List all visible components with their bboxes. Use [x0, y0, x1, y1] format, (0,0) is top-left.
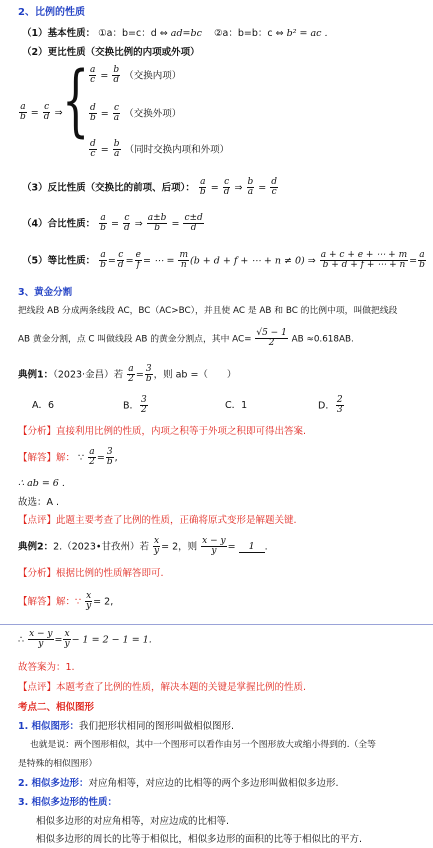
- basic-property-d: b² = ac .: [286, 28, 328, 39]
- basic-property-line: [22, 28, 328, 40]
- branch-note: （交换外项）: [124, 108, 182, 120]
- example-1-question: 典例1：（2023·金昌）若 $\frac{a}{2}$ = $\frac{3}{b}$ ，则 ab =（ ）: [18, 364, 237, 385]
- example-2-step: ∴ $\frac{x - y}{y}$ = $\frac{x}{y}$ − 1 = 2 − 1 = 1.: [18, 629, 152, 650]
- example-2-question: 典例2：2.（2023•甘孜州）若 $\frac{x}{y}$ = 2，则 $\frac{x - y}{y}$ = 1 .: [18, 536, 268, 557]
- example-1-analysis: 【分析】直接利用比例的性质，内项之积等于外项之积即可得出答案.: [18, 426, 307, 437]
- branch-note: （交换内项）: [124, 70, 182, 82]
- alternate-branch-3: $\frac{d}{c}$ = $\frac{b}{a}$ （同时交换内项和外项）: [90, 139, 230, 160]
- similar-figures-note-1: 也就是说：两个图形相似，其中一个图形可以看作由另一个图形放大或缩小得到的.（全等: [30, 740, 376, 750]
- example-1-option-c: C．1: [225, 400, 248, 411]
- implies-arrow-icon: ⇒: [307, 255, 316, 267]
- section-title-similar-figures: 考点二、相似图形: [18, 702, 95, 713]
- example-1-option-a: A．6: [32, 400, 55, 411]
- similar-figures-item-3-text-2: 相似多边形的周长的比等于相似比，相似多边形的面积的比等于相似比的平方.: [36, 834, 363, 845]
- example-1-option-d: D． $\frac{2}{3}$: [318, 395, 343, 416]
- similar-figures-item-3-label: 3. 相似多边形的性质：: [18, 797, 118, 808]
- similar-figures-note-2: 是特殊的相似图形）: [18, 759, 98, 769]
- example-1-option-b: B． $\frac{3}{2}$: [123, 395, 147, 416]
- implies-arrow-icon: ⇒: [54, 107, 63, 119]
- section-title-golden-section: 3、黄金分割: [18, 287, 73, 298]
- example-2-solution: 【解答】解：∵ $\frac{x}{y}$ = 2,: [18, 591, 114, 612]
- example-1-result: ∴ ab = 6 .: [18, 478, 65, 489]
- alternate-branch-1: $\frac{a}{c}$ = $\frac{b}{d}$ （交换内项）: [90, 65, 182, 86]
- similar-figures-item-3-text-1: 相似多边形的对应角相等，对应边成的比相等.: [36, 816, 230, 827]
- basic-property-c: ②a：b=b：c: [213, 28, 273, 39]
- example-2-comment: 【点评】本题考查了比例的性质，解决本题的关键是掌握比例的性质.: [18, 682, 307, 693]
- equal-ratio-property-line: （5）等比性质： $\frac{a}{b}$ = $\frac{c}{d}$ = $\frac{e}{f}$ = ⋯ = $\frac{m}{n}$ (b + d + f + ⋯ + n ≠ 0) ⇒ $\frac{a + c + e + \cdots + m}{b + d + f + \cdots + n}$ = $\frac{a}{b}$: [22, 250, 425, 271]
- example-1-comment: 【点评】此题主要考查了比例的性质，正确将原式变形是解题关键.: [18, 515, 297, 526]
- golden-text-1: 把线段 AB 分成两条线段 AC，BC（AC>BC），并且使 AC 是 AB 和 BC 的比例中项，叫做把线段: [18, 306, 398, 316]
- branch-note: （同时交换内项和外项）: [124, 144, 230, 156]
- basic-property-label: （1）基本性质：: [22, 28, 96, 39]
- example-1-solution: 【解答】解： ∵ $\frac{a}{2}$ = $\frac{3}{b}$ ,: [18, 447, 118, 468]
- addition-property-line: （4）合比性质： $\frac{a}{b}$ = $\frac{c}{d}$ ⇒ $\frac{a\pm b}{b}$ = $\frac{c\pm d}{d}$: [22, 213, 203, 234]
- example-1-choice: 故选：A .: [18, 497, 60, 508]
- basic-property-b: ad=bc: [170, 28, 202, 39]
- basic-property-a: ①a：b=c：d: [98, 28, 157, 39]
- similar-figures-item-1: 1. 相似图形：我们把形状相同的图形叫做相似图形.: [18, 721, 235, 732]
- example-2-final: 故答案为：1.: [18, 662, 75, 673]
- example-2-analysis: 【分析】根据比例的性质解答即可.: [18, 568, 164, 579]
- implies-arrow-icon: ⇒: [234, 182, 243, 194]
- golden-text-2: AB 黄金分割，点 C 叫做线段 AB 的黄金分割点，其中 AC= $\frac{√5 - 1}{2}$ AB ≈0.618AB.: [18, 328, 354, 349]
- implies-arrow-icon: ⇒: [134, 218, 143, 230]
- section-title-ratio-properties: 2、比例的性质: [18, 7, 85, 18]
- equivalence-arrow-icon: ⇔: [159, 28, 168, 39]
- equivalence-arrow-icon: ⇔: [275, 28, 284, 39]
- alternate-main-equation: $\frac{a}{b}$ = $\frac{c}{d}$ ⇒: [20, 102, 63, 123]
- alternate-branch-2: $\frac{d}{b}$ = $\frac{c}{a}$ （交换外项）: [90, 103, 182, 124]
- left-brace-icon: {: [62, 56, 90, 146]
- alternate-property-label: （2）更比性质（交换比例的内项或外项）: [22, 47, 200, 58]
- inverse-property-line: （3）反比性质（交换比的前项、后项）： $\frac{a}{b}$ = $\frac{c}{d}$ ⇒ $\frac{b}{a}$ = $\frac{d}{c}$: [22, 177, 278, 198]
- page-divider: [0, 624, 433, 625]
- similar-figures-item-2: 2. 相似多边形：对应角相等，对应边的比相等的两个多边形叫做相似多边形.: [18, 778, 339, 789]
- example-2-answer-blank: 1: [239, 541, 265, 553]
